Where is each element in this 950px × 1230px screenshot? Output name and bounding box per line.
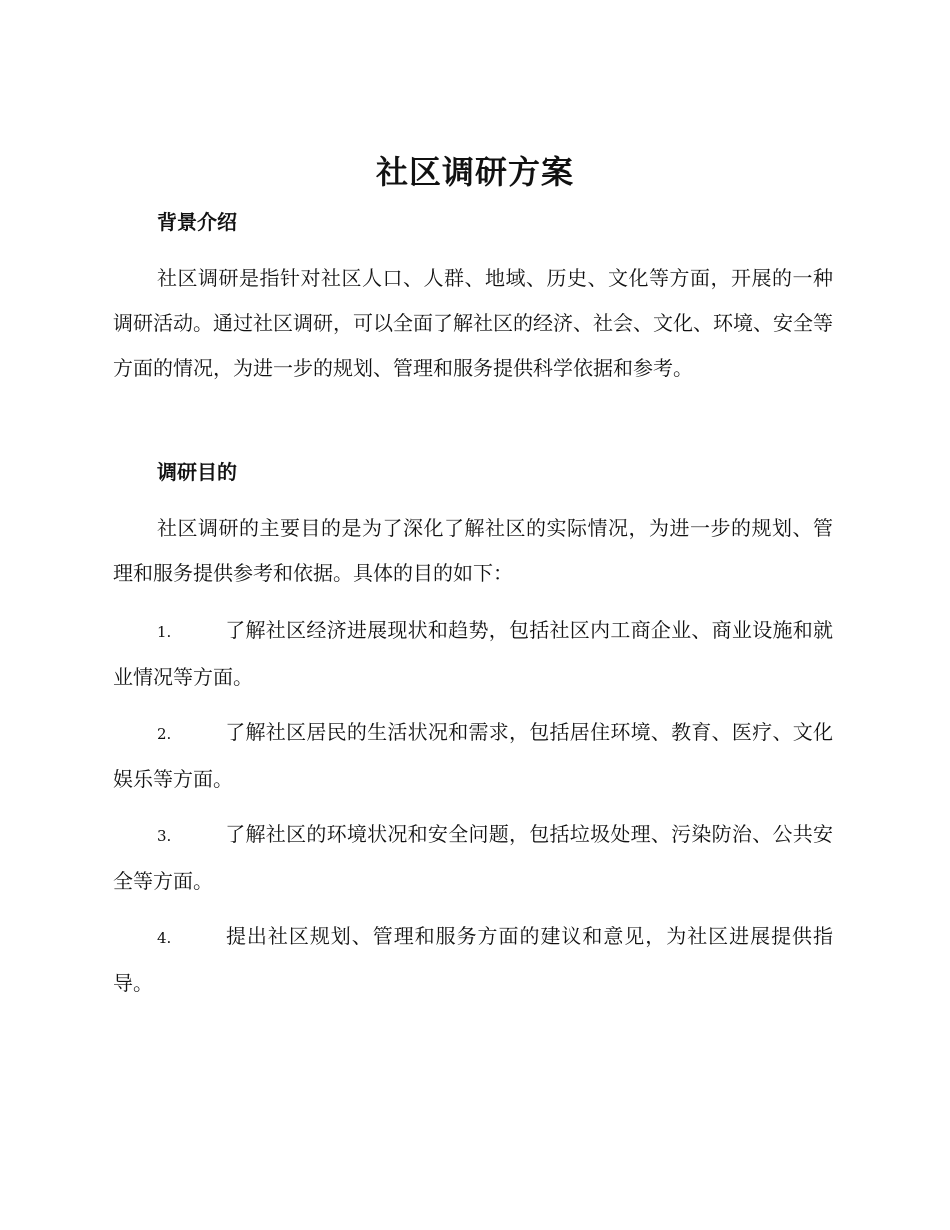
purpose-list-item [113, 812, 833, 904]
section-heading-purpose: 调研目的 [157, 460, 237, 484]
purpose-list-item [113, 914, 833, 1006]
list-item-number: 1. [157, 623, 172, 641]
purpose-paragraph: 社区调研的主要目的是为了深化了解社区的实际情况，为进一步的规划、管理和服务提供参考和依据。具体的目的如下： [113, 516, 833, 585]
list-item-number: 2. [157, 725, 172, 743]
section-heading-background: 背景介绍 [157, 210, 237, 234]
list-item-text: 了解社区居民的生活状况和需求，包括居住环境、教育、医疗、文化娱乐等方面。 [113, 720, 833, 791]
list-item-text: 了解社区经济进展现状和趋势，包括社区内工商企业、商业设施和就业情况等方面。 [113, 618, 833, 689]
document-title: 社区调研方案 [375, 153, 574, 191]
list-item-text: 提出社区规划、管理和服务方面的建议和意见，为社区进展提供指导。 [113, 924, 833, 995]
list-item-number: 3. [157, 827, 172, 845]
purpose-list-item [113, 710, 833, 802]
purpose-list-item [113, 608, 833, 700]
background-paragraph: 社区调研是指针对社区人口、人群、地域、历史、文化等方面，开展的一种调研活动。通过社区调研，可以全面了解社区的经济、社会、文化、环境、安全等方面的情况，为进一步的规划、管理和服务提供科学依据和参考。 [113, 266, 833, 380]
list-item-text: 了解社区的环境状况和安全问题，包括垃圾处理、污染防治、公共安全等方面。 [113, 822, 833, 893]
list-item-number: 4. [157, 929, 172, 947]
